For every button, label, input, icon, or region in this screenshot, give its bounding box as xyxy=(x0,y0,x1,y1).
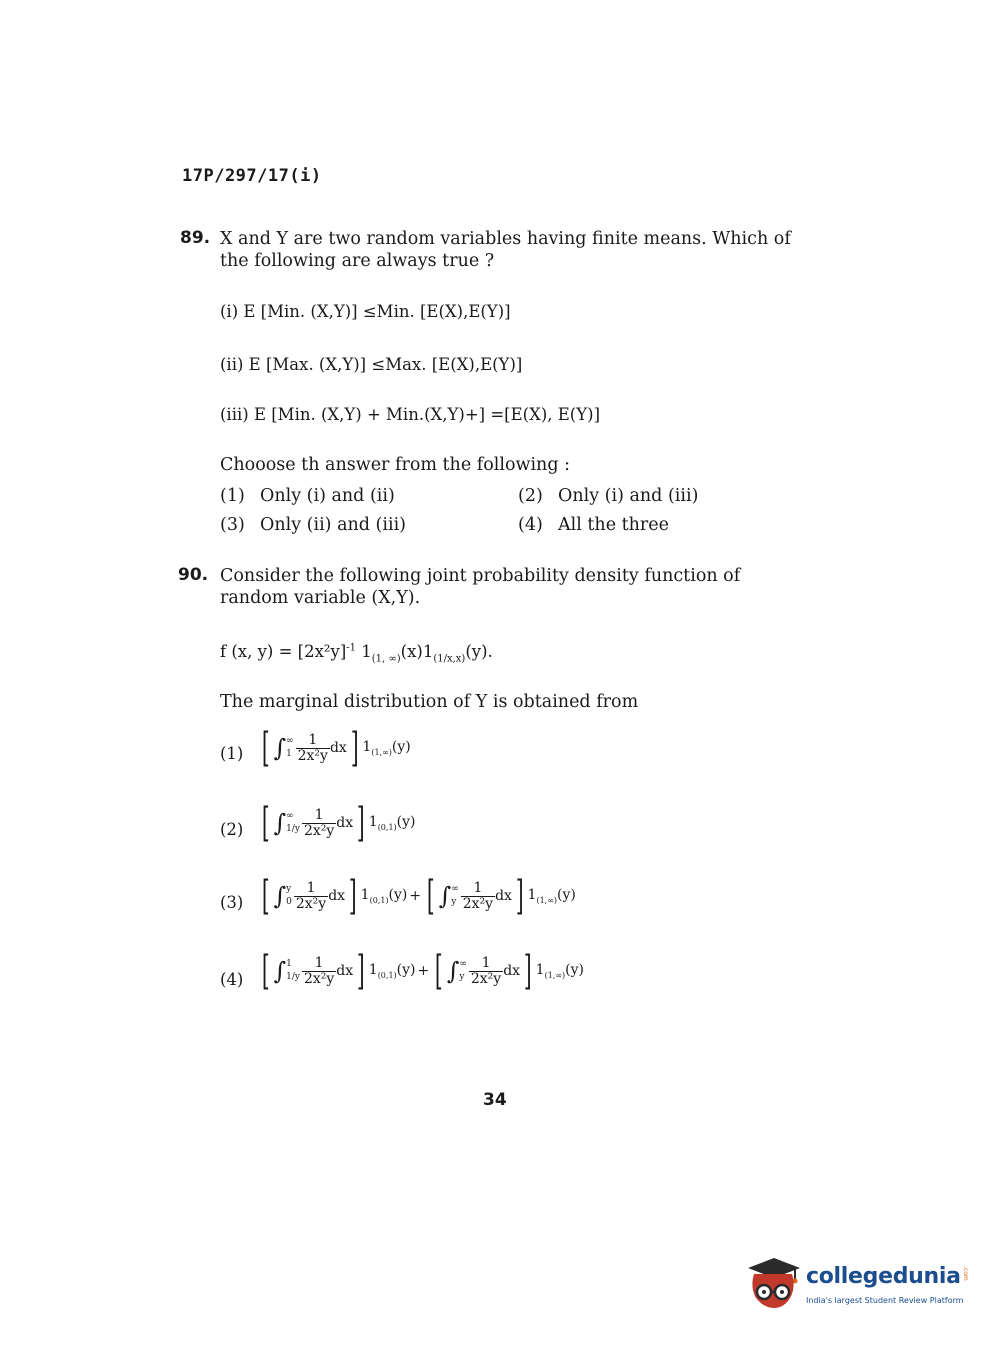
indicator: $1_{(0,1)}(y)$ xyxy=(368,814,416,832)
fraction: $\frac{1}{\text{2x²y}}$ xyxy=(462,879,494,912)
right-bracket: ] xyxy=(348,873,357,919)
brand-tagline: India's largest Student Review Platform xyxy=(806,1296,964,1305)
indicator-one: 1 xyxy=(422,642,434,661)
dx: dx xyxy=(336,963,354,979)
left-bracket: [ xyxy=(427,873,435,919)
left-bracket: [ xyxy=(261,873,270,919)
integral-sign: ∫ xyxy=(273,882,287,910)
integral-limits: y 0 xyxy=(286,884,292,907)
formula-lhs: f (x, y) = [2x²y] xyxy=(220,642,347,661)
dx: dx xyxy=(495,888,512,904)
option-number: (3) xyxy=(220,515,245,535)
indicator: $1_{(0,1)}(y)$ xyxy=(360,887,408,905)
brand-tld: .com xyxy=(962,1266,969,1281)
fraction: $\frac{1}{\text{2x²y}}$ xyxy=(297,731,328,764)
q89-option-4[interactable] xyxy=(518,515,669,535)
integral-sign: ∫ xyxy=(273,734,287,762)
question-89-text: X and Y are two random variables having finite means. Which of the following are always true ? xyxy=(220,229,791,271)
option-text: All the three xyxy=(558,515,669,535)
option-number: (4) xyxy=(518,515,543,535)
option-text: Only (ii) and (iii) xyxy=(260,515,406,535)
q89-option-2[interactable] xyxy=(518,486,698,506)
integral-limits: ∞ 1 xyxy=(286,736,294,759)
left-bracket: [ xyxy=(261,800,270,846)
q90-option-1-number: (1) xyxy=(220,744,244,763)
q89-option-1[interactable] xyxy=(220,486,395,506)
integral-limits: ∞ 1/y xyxy=(286,811,300,834)
dx: dx xyxy=(328,888,346,904)
option-text: Only (i) and (ii) xyxy=(260,486,395,506)
indicator: $1_{(0,1)}(y)$ xyxy=(368,962,416,980)
fraction: $\frac{1}{\text{2x²y}}$ xyxy=(303,806,335,839)
collegedunia-watermark[interactable] xyxy=(744,1252,976,1332)
right-bracket: ] xyxy=(515,873,524,919)
q89-prompt: Chooose th answer from the following : xyxy=(220,455,570,475)
q89-statement-i: (i) E [Min. (X,Y)] ≤Min. [E(X),E(Y)] xyxy=(220,302,511,321)
q90-prompt: The marginal distribution of Y is obtained from xyxy=(220,692,639,712)
option-text: Only (i) and (iii) xyxy=(558,486,699,506)
question-90-number: 90. xyxy=(178,565,209,585)
q90-option-4-number: (4) xyxy=(220,970,244,989)
left-bracket: [ xyxy=(261,725,270,771)
indicator: $1_{(1,\infty)}(y)$ xyxy=(362,739,411,757)
integral-sign: ∫ xyxy=(438,882,452,910)
q90-option-3[interactable] xyxy=(258,873,576,919)
integral-sign: ∫ xyxy=(273,809,287,837)
integral-limits: ∞ y xyxy=(459,959,467,982)
brand-name: collegedunia xyxy=(806,1264,961,1289)
fraction: $\frac{1}{\text{2x²y}}$ xyxy=(470,954,502,987)
q89-statement-ii: (ii) E [Max. (X,Y)] ≤Max. [E(X),E(Y)] xyxy=(220,355,523,374)
q90-option-2[interactable] xyxy=(258,800,416,846)
option-number: (1) xyxy=(220,486,245,506)
formula-x-arg: (x) xyxy=(400,642,423,661)
indicator-one: 1 xyxy=(361,642,372,661)
option-number: (2) xyxy=(518,486,543,506)
question-90-text: Consider the following joint probability density function of random variable (X,Y). xyxy=(220,566,741,608)
integral-sign: ∫ xyxy=(446,957,460,985)
right-bracket: ] xyxy=(523,948,532,994)
right-bracket: ] xyxy=(350,725,359,771)
right-bracket: ] xyxy=(357,948,365,994)
indicator: $1_{(1,\infty)}(y)$ xyxy=(527,887,576,905)
q89-option-3[interactable] xyxy=(220,515,406,535)
plus-sign: + xyxy=(417,963,430,979)
dx: dx xyxy=(329,740,347,756)
integral-limits: 1 1/y xyxy=(286,959,300,982)
indicator-sub-x: (1, ∞) xyxy=(371,653,401,665)
q90-option-3-number: (3) xyxy=(220,893,244,912)
formula-exponent: -1 xyxy=(346,642,357,654)
left-bracket: [ xyxy=(435,948,443,994)
question-89-number: 89. xyxy=(180,228,211,248)
q90-option-1[interactable] xyxy=(258,725,411,771)
joint-pdf-formula xyxy=(220,642,493,664)
q90-option-4[interactable] xyxy=(258,948,584,994)
left-bracket: [ xyxy=(261,948,270,994)
indicator-sub-y: (1/x,x) xyxy=(433,653,466,665)
paper-code: 17P/297/17(i) xyxy=(182,166,322,186)
page-number: 34 xyxy=(483,1090,507,1110)
plus-sign: + xyxy=(409,888,422,904)
mascot-icon xyxy=(744,1254,802,1312)
q90-option-2-number: (2) xyxy=(220,820,244,839)
right-bracket: ] xyxy=(357,800,365,846)
fraction: $\frac{1}{\text{2x²y}}$ xyxy=(303,954,335,987)
q89-statement-iii: (iii) E [Min. (X,Y) + Min.(X,Y)+] =[E(X), E(Y)] xyxy=(220,405,601,424)
fraction: $\frac{1}{\text{2x²y}}$ xyxy=(295,879,327,912)
dx: dx xyxy=(503,963,521,979)
dx: dx xyxy=(336,815,354,831)
formula-y-arg: (y). xyxy=(465,642,493,661)
integral-limits: ∞ y xyxy=(451,884,459,907)
integral-sign: ∫ xyxy=(273,957,287,985)
indicator: $1_{(1,\infty)}(y)$ xyxy=(535,962,584,980)
